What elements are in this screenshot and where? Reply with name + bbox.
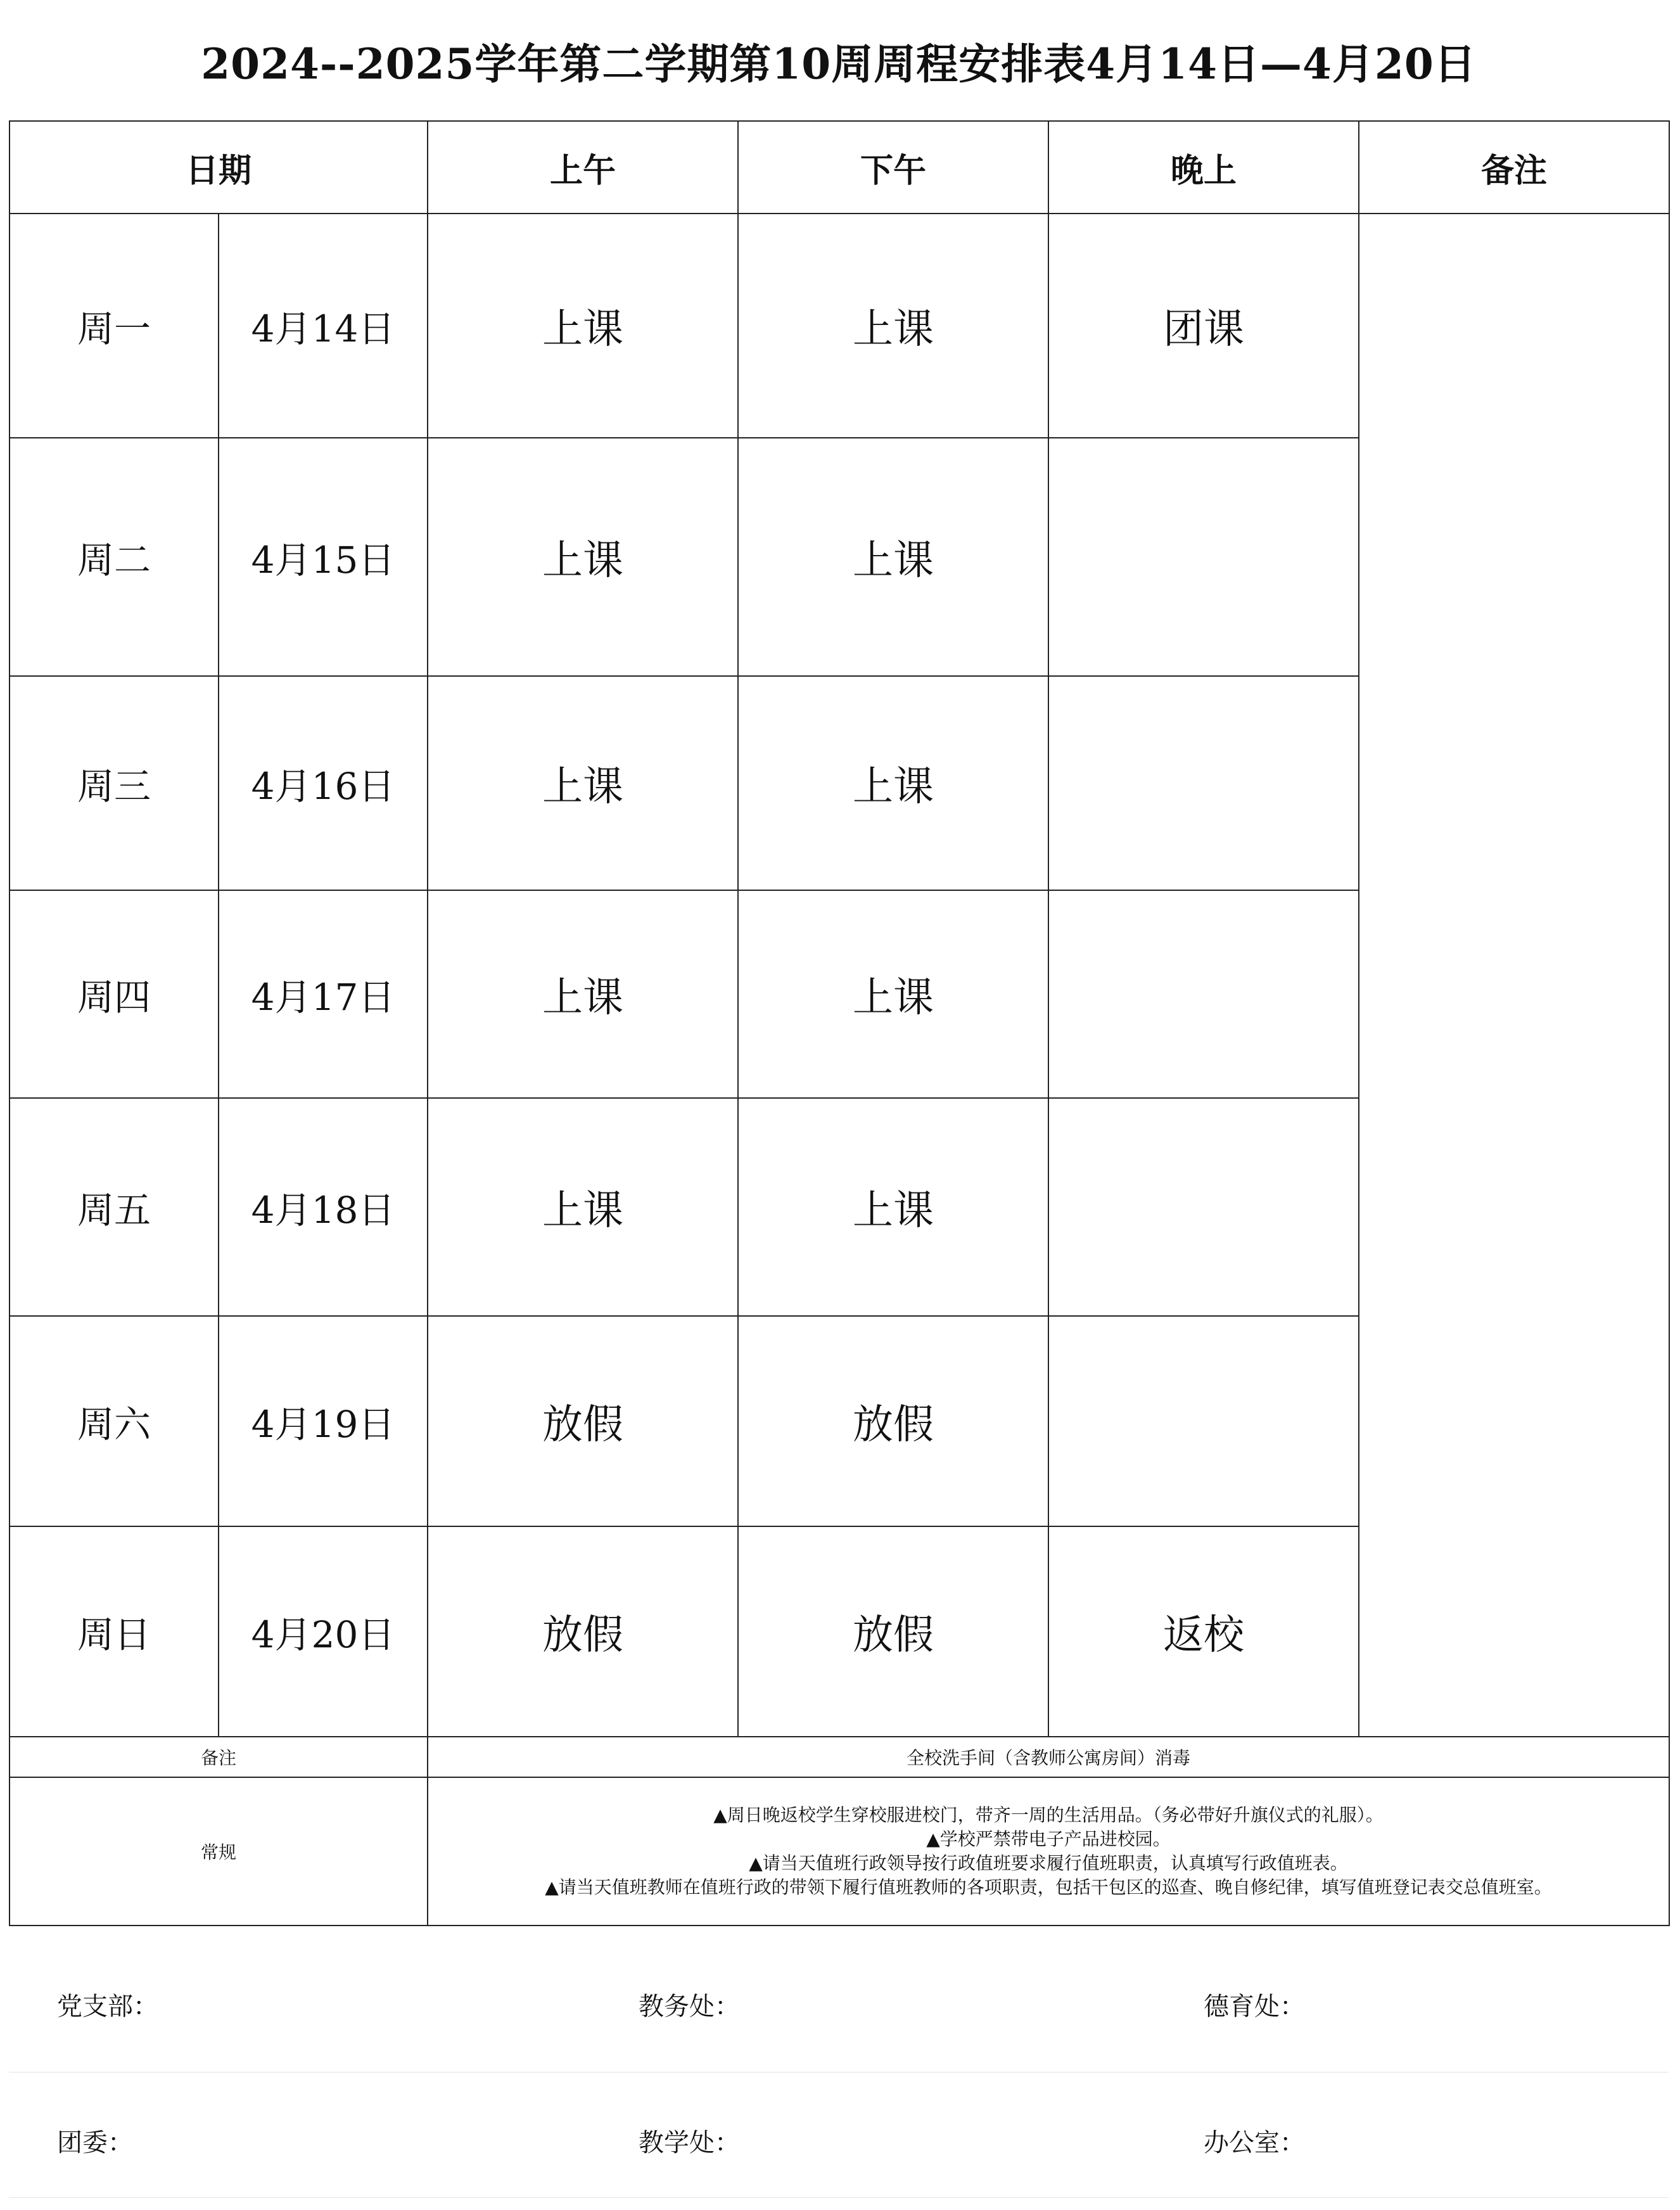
date-cell: 4月16日: [219, 676, 428, 890]
date-cell: 4月14日: [219, 214, 428, 438]
page-title: 2024--2025学年第二学期第10周周程安排表4月14日—4月20日: [201, 39, 1477, 89]
evening-cell: [1048, 1098, 1359, 1316]
routine-label: 常规: [10, 1777, 428, 1926]
afternoon-cell: 放假: [738, 1526, 1048, 1737]
morning-cell: 上课: [428, 890, 738, 1098]
evening-cell: [1048, 1316, 1359, 1526]
header-morning: 上午: [428, 121, 738, 214]
evening-cell: [1048, 676, 1359, 890]
signature-teaching-office: 教学处：: [639, 2128, 740, 2157]
evening-cell: 返校: [1048, 1526, 1359, 1737]
table-row: [10, 214, 1669, 438]
signature-party-branch: 党支部：: [57, 1992, 158, 2021]
routine-line: ▲请当天值班教师在值班行政的带领下履行值班教师的各项职责，包括干包区的巡查、晚自修纪律，填写值班登记表交总值班室。: [545, 1877, 1552, 1898]
header-remarks: 备注: [1359, 121, 1669, 214]
notes-text: 全校洗手间（含教师公寓房间）消毒: [428, 1737, 1669, 1777]
morning-cell: 放假: [428, 1526, 738, 1737]
header-date: 日期: [10, 121, 428, 214]
notes-row: [10, 1737, 1669, 1777]
signature-row: [9, 2123, 1669, 2157]
morning-cell: 上课: [428, 1098, 738, 1316]
morning-cell: 放假: [428, 1316, 738, 1526]
date-cell: 4月17日: [219, 890, 428, 1098]
header-evening: 晚上: [1048, 121, 1359, 214]
day-cell: 周二: [10, 438, 219, 676]
afternoon-cell: 上课: [738, 214, 1048, 438]
signature-general-office: 办公室：: [1204, 2128, 1305, 2157]
routine-text: [428, 1777, 1669, 1926]
header-afternoon: 下午: [738, 121, 1048, 214]
evening-cell: [1048, 438, 1359, 676]
day-cell: 周六: [10, 1316, 219, 1526]
date-cell: 4月15日: [219, 438, 428, 676]
date-cell: 4月18日: [219, 1098, 428, 1316]
notes-label: 备注: [10, 1737, 428, 1777]
afternoon-cell: 放假: [738, 1316, 1048, 1526]
divider: [9, 2072, 1669, 2073]
routine-line: ▲请当天值班行政领导按行政值班要求履行值班职责，认真填写行政值班表。: [749, 1853, 1348, 1874]
divider: [9, 2197, 1669, 2198]
signature-moral-education: 德育处：: [1204, 1992, 1305, 2021]
evening-cell: 团课: [1048, 214, 1359, 438]
afternoon-cell: 上课: [738, 676, 1048, 890]
signature-row: [9, 1986, 1669, 2021]
evening-cell: [1048, 890, 1359, 1098]
date-cell: 4月20日: [219, 1526, 428, 1737]
date-cell: 4月19日: [219, 1316, 428, 1526]
day-cell: 周一: [10, 214, 219, 438]
schedule-table: [9, 120, 1670, 1926]
schedule-sheet: [9, 0, 1669, 2199]
afternoon-cell: 上课: [738, 890, 1048, 1098]
remarks-column-cell: [1359, 214, 1669, 1737]
signature-academic-affairs: 教务处：: [639, 1992, 740, 2021]
routine-line: ▲学校严禁带电子产品进校园。: [926, 1829, 1171, 1849]
afternoon-cell: 上课: [738, 438, 1048, 676]
morning-cell: 上课: [428, 214, 738, 438]
afternoon-cell: 上课: [738, 1098, 1048, 1316]
day-cell: 周三: [10, 676, 219, 890]
routine-line: ▲周日晚返校学生穿校服进校门，带齐一周的生活用品。（务必带好升旗仪式的礼服）。: [713, 1804, 1384, 1825]
day-cell: 周四: [10, 890, 219, 1098]
day-cell: 周五: [10, 1098, 219, 1316]
header-row: [10, 121, 1669, 214]
morning-cell: 上课: [428, 676, 738, 890]
routine-row: [10, 1777, 1669, 1926]
morning-cell: 上课: [428, 438, 738, 676]
day-cell: 周日: [10, 1526, 219, 1737]
signature-youth-league: 团委：: [57, 2128, 133, 2157]
